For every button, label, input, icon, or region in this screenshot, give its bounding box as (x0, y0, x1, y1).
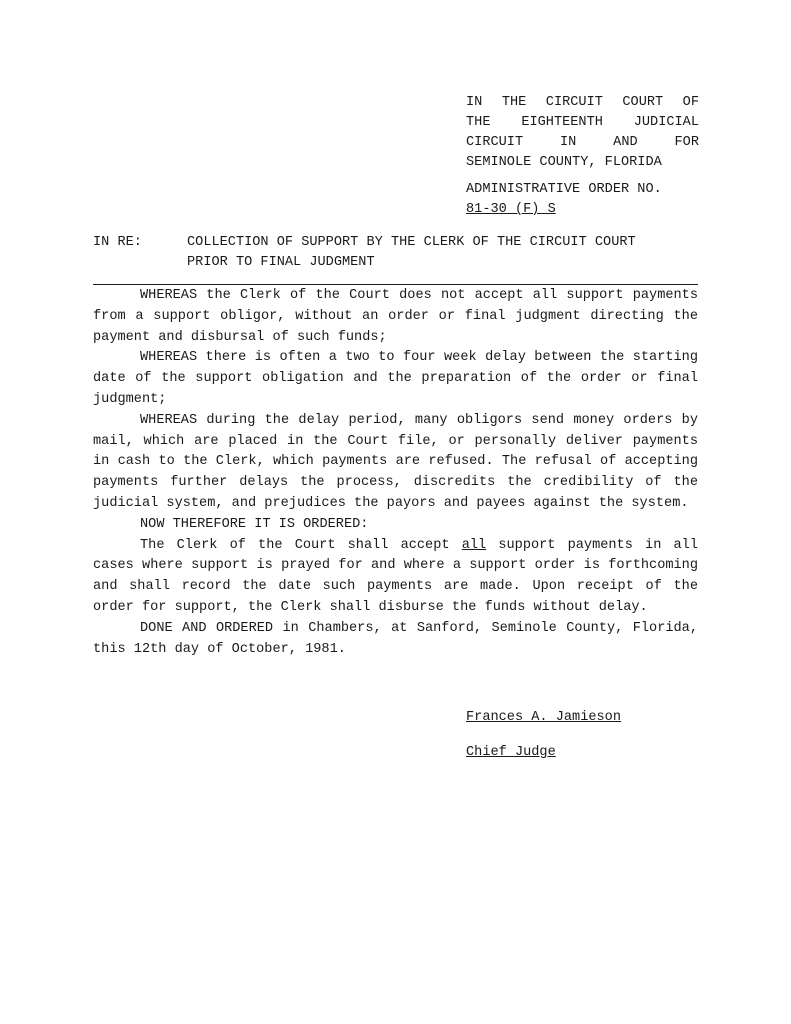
court-caption (466, 93, 699, 173)
whereas-paragraph-1: WHEREAS the Clerk of the Court does not accept all support payments from a support obligor, without an order or final judgment directing the payment and disbursal of such funds; (93, 288, 698, 345)
done-and-ordered-paragraph: DONE AND ORDERED in Chambers, at Sanford, Seminole County, Florida, this 12th day of October, 1981. (93, 620, 698, 657)
administrative-order-number (466, 180, 662, 220)
court-caption-line: IN THE CIRCUIT COURT OF (466, 95, 699, 110)
ordered-paragraph (93, 536, 698, 619)
ordered-text-end: support payments in all cases where support is prayed for and where a support order is forthcoming and shall record the date such payments are made. Upon receipt of the order for support, the Clerk shall disburse the funds without delay. (93, 537, 698, 615)
order-body (93, 286, 698, 660)
whereas-paragraph-3: WHEREAS during the delay period, many obligors send money orders by mail, which are placed in the Court file, or personally deliver payments in cash to the Clerk, which payments are refused. The refusal of accepting payments further delays the process, discredits the credibility of the judicial system, and prejudices the payors and payees against the system. (93, 412, 698, 511)
ordered-emphasis: all (461, 537, 487, 553)
ordered-text-start: The Clerk of the Court shall accept (140, 537, 462, 553)
court-caption-line: SEMINOLE COUNTY, FLORIDA (466, 155, 662, 170)
judge-title: Chief Judge (466, 745, 556, 760)
court-caption-line: CIRCUIT IN AND FOR (466, 135, 699, 150)
judge-signature-name: Frances A. Jamieson (466, 710, 621, 725)
in-re-label: IN RE: (93, 235, 142, 250)
order-label: ADMINISTRATIVE ORDER NO. (466, 182, 662, 197)
court-caption-line: THE EIGHTEENTH JUDICIAL (466, 115, 699, 130)
in-re-section (93, 233, 698, 273)
divider-line (93, 284, 698, 285)
whereas-paragraph-2: WHEREAS there is often a two to four week delay between the starting date of the support obligation and the preparation of the order or final judgment; (93, 350, 698, 407)
order-number: 81-30 (F) S (466, 202, 556, 217)
in-re-subject-line2: PRIOR TO FINAL JUDGMENT (187, 255, 375, 270)
now-therefore-heading: NOW THEREFORE IT IS ORDERED: (140, 516, 369, 532)
in-re-subject-line1: COLLECTION OF SUPPORT BY THE CLERK OF THE CIRCUIT COURT (187, 235, 636, 250)
